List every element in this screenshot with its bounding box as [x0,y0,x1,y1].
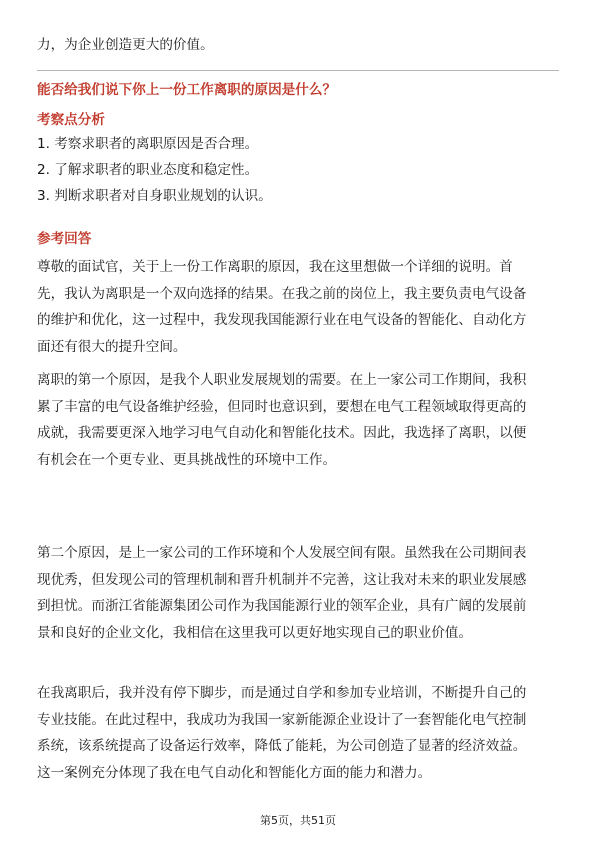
paragraph-line: 景和良好的企业文化，我相信在这里我可以更好地实现自己的职业价值。 [37,624,472,641]
answer-paragraph-3 [37,540,559,646]
page-number-footer: 第5页，共51页 [260,814,336,827]
analysis-item: 3. 判断求职者对自身职业规划的认识。 [37,188,272,204]
paragraph-line: 有机会在一个更专业、更具挑战性的环境中工作。 [37,451,337,468]
paragraph-line: 专业技能。在此过程中，我成功为我国一家新能源企业设计了一套智能化电气控制 [37,711,527,728]
paragraph-line: 系统，该系统提高了设备运行效率，降低了能耗，为公司创造了显著的经济效益。 [37,738,527,754]
paragraph-line: 先，我认为离职是一个双向选择的结果。在我之前的岗位上，我主要负责电气设备 [37,285,527,302]
paragraph-line: 现优秀，但发现公司的管理机制和晋升机制并不完善，这让我对未来的职业发展感 [37,571,527,588]
analysis-item: 2. 了解求职者的职业态度和稳定性。 [37,162,259,178]
paragraph-line: 尊敬的面试官，关于上一份工作离职的原因，我在这里想做一个详细的说明。首 [37,259,513,275]
paragraph-line: 的维护和优化，这一过程中，我发现我国能源行业在电气设备的智能化、自动化方 [37,312,527,328]
paragraph-line: 在我离职后，我并没有停下脚步，而是通过自学和参加专业培训，不断提升自己的 [37,685,527,701]
answer-paragraph-4 [37,680,559,786]
paragraph-line: 离职的第一个原因，是我个人职业发展规划的需要。在上一家公司工作期间，我积 [37,372,527,388]
paragraph-line: 第二个原因，是上一家公司的工作环境和个人发展空间有限。虽然我在公司期间表 [37,545,527,561]
carry-over-text: 力，为企业创造更大的价值。 [37,37,214,53]
analysis-heading: 考察点分析 [37,112,105,128]
question-heading: 能否给我们说下你上一份工作离职的原因是什么？ [37,82,337,98]
paragraph-line: 成就，我需要更深入地学习电气自动化和智能化技术。因此，我选择了离职，以便 [37,425,527,441]
answer-heading: 参考回答 [37,231,92,247]
paragraph-line: 到担忧。而浙江省能源集团公司作为我国能源行业的领军企业，具有广阔的发展前 [37,598,527,614]
paragraph-line: 这一案例充分体现了我在电气自动化和智能化方面的能力和潜力。 [37,764,432,781]
paragraph-line: 累了丰富的电气设备维护经验，但同时也意识到，要想在电气工程领域取得更高的 [37,398,527,415]
analysis-list [37,133,272,211]
analysis-item: 1. 考察求职者的离职原因是否合理。 [37,136,259,152]
document-page [37,0,559,842]
paragraph-line: 面还有很大的提升空间。 [37,338,187,355]
answer-paragraph-1 [37,254,559,360]
section-divider [37,70,559,71]
answer-paragraph-2 [37,367,559,473]
